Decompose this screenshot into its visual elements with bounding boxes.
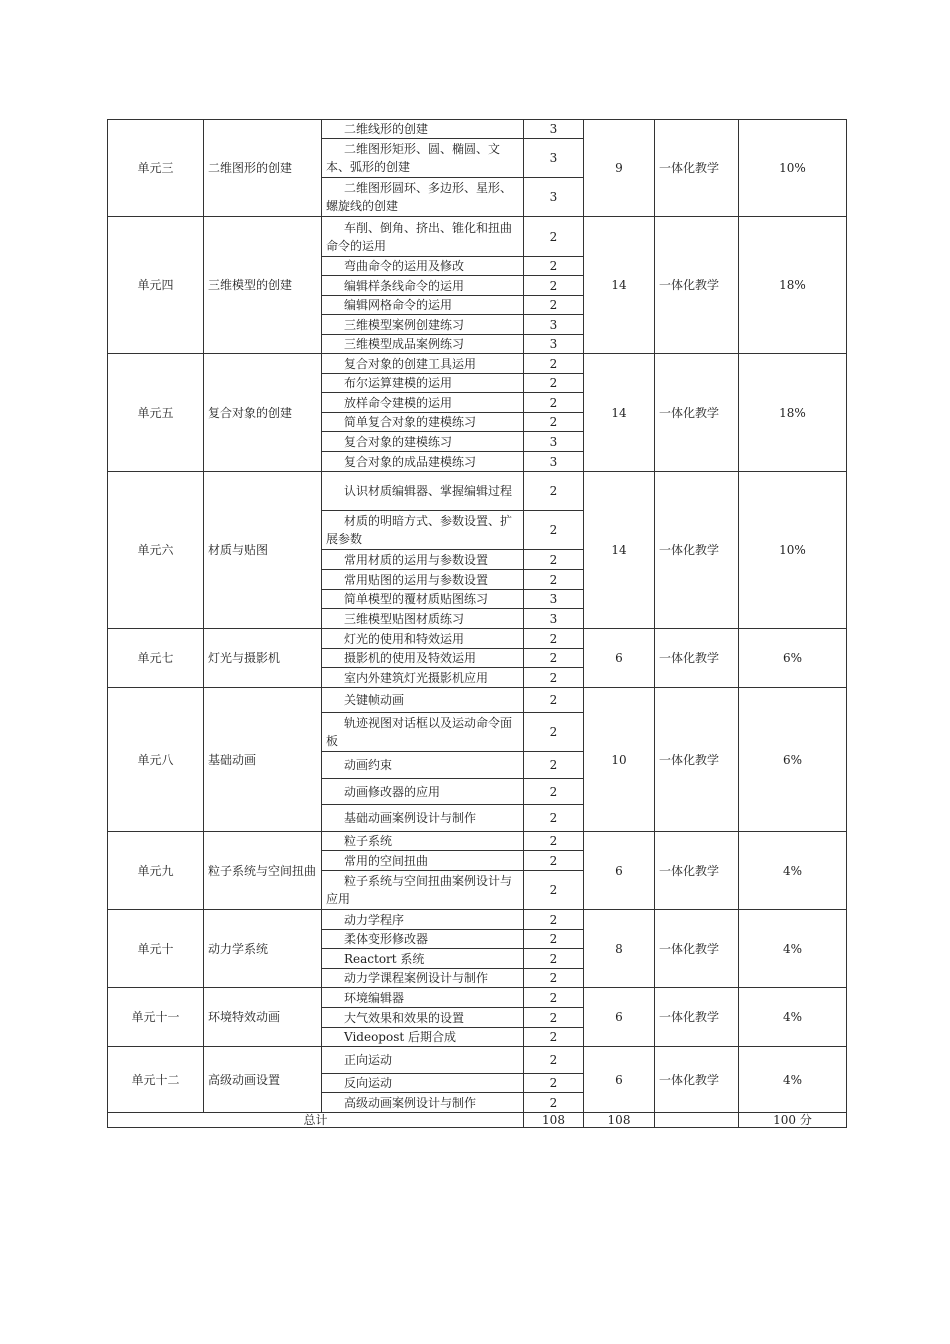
topic-hours: 2 (524, 1093, 584, 1113)
topic-content: 动画修改器的应用 (322, 779, 524, 805)
table-row (108, 688, 847, 713)
topic-hours: 2 (524, 413, 584, 432)
unit-title: 灯光与摄影机 (204, 629, 322, 688)
teaching-method: 一体化教学 (655, 120, 739, 217)
table-body (108, 120, 847, 1113)
topic-hours: 3 (524, 120, 584, 139)
topic-content: 简单模型的覆材质贴图练习 (322, 590, 524, 609)
topic-hours: 2 (524, 629, 584, 649)
unit-weight-percent: 4% (739, 988, 847, 1047)
unit-total-hours: 10 (584, 688, 655, 832)
topic-content: 布尔运算建模的运用 (322, 374, 524, 393)
topic-content: 认识材质编辑器、掌握编辑过程 (322, 472, 524, 511)
unit-total-hours: 6 (584, 832, 655, 910)
unit-number: 单元十二 (108, 1047, 204, 1113)
topic-hours: 2 (524, 949, 584, 969)
topic-hours: 2 (524, 296, 584, 315)
table-row (108, 629, 847, 649)
topic-content: 二维图形矩形、圆、椭圆、文本、弧形的创建 (322, 139, 524, 178)
topic-content: 灯光的使用和特效运用 (322, 629, 524, 649)
unit-number: 单元十 (108, 910, 204, 988)
topic-content: 基础动画案例设计与制作 (322, 805, 524, 832)
topic-content: 复合对象的创建工具运用 (322, 354, 524, 374)
topic-hours: 2 (524, 257, 584, 276)
teaching-method: 一体化教学 (655, 910, 739, 988)
table-row (108, 120, 847, 139)
topic-content: 常用材质的运用与参数设置 (322, 550, 524, 570)
unit-title: 二维图形的创建 (204, 120, 322, 217)
topic-hours: 2 (524, 217, 584, 257)
topic-content: 复合对象的建模练习 (322, 432, 524, 452)
topic-content: 关键帧动画 (322, 688, 524, 713)
topic-content: 正向运动 (322, 1047, 524, 1074)
topic-hours: 2 (524, 779, 584, 805)
unit-weight-percent: 10% (739, 472, 847, 629)
topic-content: 复合对象的成品建模练习 (322, 452, 524, 472)
unit-weight-percent: 18% (739, 354, 847, 472)
teaching-method: 一体化教学 (655, 988, 739, 1047)
course-schedule-table (107, 119, 847, 1128)
topic-hours: 2 (524, 805, 584, 832)
topic-hours: 3 (524, 609, 584, 629)
topic-content: 常用的空间扭曲 (322, 851, 524, 871)
topic-hours: 3 (524, 335, 584, 354)
table-row (108, 217, 847, 257)
total-hours: 108 (524, 1113, 584, 1128)
topic-hours: 3 (524, 139, 584, 178)
topic-content: 车削、倒角、挤出、锥化和扭曲命令的运用 (322, 217, 524, 257)
unit-weight-percent: 18% (739, 217, 847, 354)
topic-hours: 2 (524, 374, 584, 393)
topic-hours: 2 (524, 354, 584, 374)
topic-content: 粒子系统与空间扭曲案例设计与应用 (322, 871, 524, 910)
unit-total-hours: 14 (584, 354, 655, 472)
topic-content: 材质的明暗方式、参数设置、扩展参数 (322, 511, 524, 550)
unit-number: 单元九 (108, 832, 204, 910)
topic-content: 编辑样条线命令的运用 (322, 276, 524, 296)
topic-content: 弯曲命令的运用及修改 (322, 257, 524, 276)
topic-content: 轨迹视图对话框以及运动命令面板 (322, 713, 524, 752)
unit-weight-percent: 4% (739, 1047, 847, 1113)
teaching-method: 一体化教学 (655, 832, 739, 910)
topic-content: 高级动画案例设计与制作 (322, 1093, 524, 1113)
topic-hours: 2 (524, 570, 584, 590)
topic-content: 动力学程序 (322, 910, 524, 930)
topic-content: Videopost 后期合成 (322, 1028, 524, 1047)
topic-hours: 2 (524, 988, 584, 1008)
table-row (108, 354, 847, 374)
unit-title: 环境特效动画 (204, 988, 322, 1047)
topic-hours: 2 (524, 276, 584, 296)
topic-content: 摄影机的使用及特效运用 (322, 649, 524, 668)
unit-number: 单元八 (108, 688, 204, 832)
unit-number: 单元五 (108, 354, 204, 472)
total-method (655, 1113, 739, 1128)
topic-hours: 3 (524, 178, 584, 217)
topic-hours: 2 (524, 871, 584, 910)
topic-hours: 2 (524, 649, 584, 668)
unit-number: 单元三 (108, 120, 204, 217)
topic-content: 反向运动 (322, 1074, 524, 1093)
topic-hours: 2 (524, 511, 584, 550)
topic-hours: 2 (524, 688, 584, 713)
unit-weight-percent: 6% (739, 688, 847, 832)
topic-hours: 2 (524, 1074, 584, 1093)
table-row (108, 988, 847, 1008)
topic-content: 大气效果和效果的设置 (322, 1008, 524, 1028)
topic-content: 柔体变形修改器 (322, 930, 524, 949)
teaching-method: 一体化教学 (655, 354, 739, 472)
topic-content: 放样命令建模的运用 (322, 393, 524, 413)
unit-total-hours: 14 (584, 217, 655, 354)
unit-title: 复合对象的创建 (204, 354, 322, 472)
unit-title: 动力学系统 (204, 910, 322, 988)
topic-content: 动力学课程案例设计与制作 (322, 969, 524, 988)
topic-content: 简单复合对象的建模练习 (322, 413, 524, 432)
unit-number: 单元六 (108, 472, 204, 629)
topic-content: Reactort 系统 (322, 949, 524, 969)
unit-number: 单元七 (108, 629, 204, 688)
teaching-method: 一体化教学 (655, 217, 739, 354)
topic-hours: 2 (524, 752, 584, 779)
unit-total-hours: 14 (584, 472, 655, 629)
topic-content: 动画约束 (322, 752, 524, 779)
topic-hours: 3 (524, 452, 584, 472)
topic-content: 编辑网格命令的运用 (322, 296, 524, 315)
topic-content: 环境编辑器 (322, 988, 524, 1008)
table-row (108, 1047, 847, 1074)
unit-weight-percent: 10% (739, 120, 847, 217)
topic-content: 室内外建筑灯光摄影机应用 (322, 668, 524, 688)
table-row (108, 832, 847, 851)
topic-hours: 2 (524, 851, 584, 871)
unit-weight-percent: 4% (739, 832, 847, 910)
topic-content: 粒子系统 (322, 832, 524, 851)
topic-hours: 3 (524, 315, 584, 335)
topic-hours: 2 (524, 393, 584, 413)
total-hours-sum: 108 (584, 1113, 655, 1128)
topic-hours: 2 (524, 832, 584, 851)
topic-content: 二维线形的创建 (322, 120, 524, 139)
topic-hours: 2 (524, 969, 584, 988)
total-percent: 100 分 (739, 1113, 847, 1128)
topic-hours: 2 (524, 1028, 584, 1047)
topic-hours: 2 (524, 713, 584, 752)
unit-number: 单元十一 (108, 988, 204, 1047)
topic-content: 三维模型成品案例练习 (322, 335, 524, 354)
teaching-method: 一体化教学 (655, 688, 739, 832)
topic-hours: 2 (524, 930, 584, 949)
unit-title: 基础动画 (204, 688, 322, 832)
topic-hours: 3 (524, 432, 584, 452)
unit-title: 材质与贴图 (204, 472, 322, 629)
topic-content: 三维模型案例创建练习 (322, 315, 524, 335)
topic-hours: 2 (524, 1047, 584, 1074)
unit-total-hours: 8 (584, 910, 655, 988)
unit-total-hours: 6 (584, 629, 655, 688)
teaching-method: 一体化教学 (655, 472, 739, 629)
unit-total-hours: 6 (584, 988, 655, 1047)
total-label: 总计 (108, 1113, 524, 1128)
unit-number: 单元四 (108, 217, 204, 354)
table-row (108, 910, 847, 930)
topic-hours: 3 (524, 590, 584, 609)
topic-hours: 2 (524, 1008, 584, 1028)
unit-title: 粒子系统与空间扭曲 (204, 832, 322, 910)
topic-hours: 2 (524, 910, 584, 930)
unit-total-hours: 6 (584, 1047, 655, 1113)
topic-hours: 2 (524, 472, 584, 511)
topic-content: 二维图形圆环、多边形、星形、螺旋线的创建 (322, 178, 524, 217)
unit-weight-percent: 6% (739, 629, 847, 688)
topic-content: 三维模型贴图材质练习 (322, 609, 524, 629)
table-row (108, 472, 847, 511)
topic-hours: 2 (524, 668, 584, 688)
total-row (108, 1113, 847, 1128)
topic-content: 常用贴图的运用与参数设置 (322, 570, 524, 590)
unit-title: 三维模型的创建 (204, 217, 322, 354)
topic-hours: 2 (524, 550, 584, 570)
unit-title: 高级动画设置 (204, 1047, 322, 1113)
teaching-method: 一体化教学 (655, 629, 739, 688)
teaching-method: 一体化教学 (655, 1047, 739, 1113)
unit-total-hours: 9 (584, 120, 655, 217)
unit-weight-percent: 4% (739, 910, 847, 988)
